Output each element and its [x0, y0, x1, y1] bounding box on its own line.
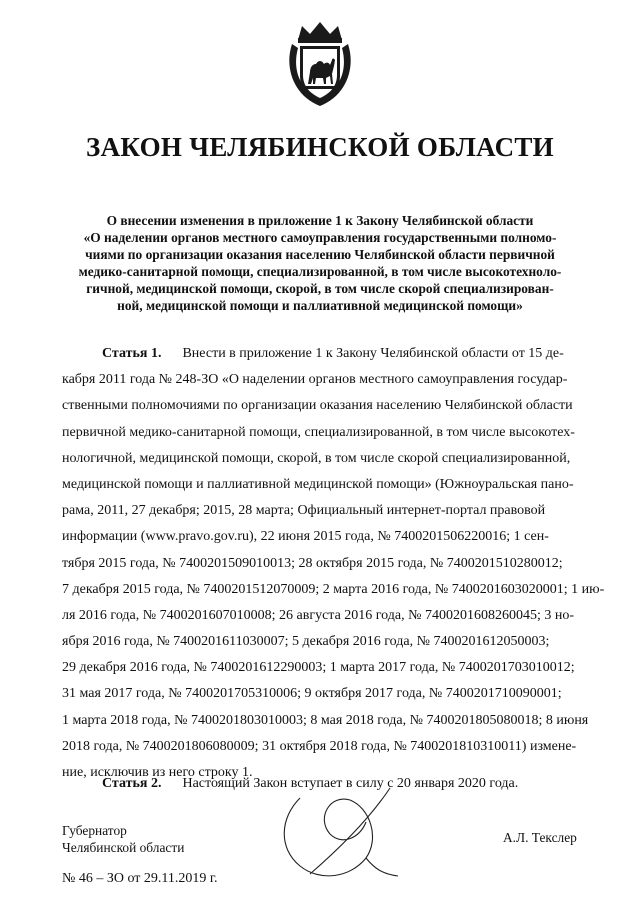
subtitle-line: гичной, медицинской помощи, скорой, в том числе скорой специализирован- — [86, 281, 554, 296]
article-2-label: Статья 2. — [102, 776, 162, 791]
subtitle-line: чиями по организации оказания населению Челябинской области первичной — [85, 247, 555, 262]
subtitle-line: «О наделении органов местного самоуправления государственными полномо- — [83, 230, 557, 245]
article-1-line: медицинской помощи и паллиативной медицинской помощи» (Южноуральская пано- — [62, 476, 574, 492]
article-1-first-line — [62, 341, 580, 367]
signatory-position-line: Губернатор — [62, 823, 127, 838]
subtitle-line: О внесении изменения в приложение 1 к Закону Челябинской области — [106, 213, 534, 228]
article-1-line: рама, 2011, 27 декабря; 2015, 28 марта; Официальный интернет-портал правовой — [62, 503, 546, 519]
law-number: № 46 – ЗО от 29.11.2019 г. — [62, 871, 218, 886]
subtitle-line: ной, медицинской помощи и паллиативной медицинской помощи» — [117, 298, 523, 313]
article-1-line: информации (www.pravo.gov.ru), 22 июня 2015 года, № 7400201506220016; 1 сен- — [62, 529, 549, 545]
article-1-label: Статья 1. — [102, 346, 162, 361]
article-1-line: ственными полномочиями по организации оказания населению Челябинской области — [62, 398, 573, 414]
coat-of-arms-icon — [286, 18, 354, 108]
article-1-line: нологичной, медицинской помощи, скорой, в том числе скорой специализированной, — [62, 450, 571, 466]
handwritten-signature-icon — [270, 778, 410, 888]
article-1-line: первичной медико-санитарной помощи, специализированной, в том числе высокотех- — [62, 424, 575, 440]
document-subtitle — [60, 212, 580, 314]
article-1-line: Внести в приложение 1 к Закону Челябинской области от 15 де- — [182, 346, 564, 361]
article-1 — [62, 341, 605, 786]
article-1-line: 7 декабря 2015 года, № 7400201512070009; 2 марта 2016 года, № 7400201603020001; 1 ию- — [62, 581, 605, 597]
article-1-line: тября 2015 года, № 7400201509010013; 28 октября 2015 года, № 7400201510280012; — [62, 555, 563, 571]
signatory-name: А.Л. Текслер — [503, 830, 577, 845]
article-1-line: кабря 2011 года № 248-ЗО «О наделении органов местного самоуправления государ- — [62, 372, 568, 388]
article-1-line: ля 2016 года, № 7400201607010008; 26 августа 2016 года, № 7400201608260045; 3 но- — [62, 607, 575, 623]
article-2-text: Настоящий Закон вступает в силу с 20 января 2020 года. — [182, 776, 519, 791]
signatory-position — [62, 822, 184, 856]
subtitle-line: медико-санитарной помощи, специализированной, в том числе высокотехноло- — [78, 264, 562, 279]
article-1-line: 2018 года, № 7400201806080009; 31 октября 2018 года, № 7400201810310011) измене- — [62, 738, 577, 754]
article-1-line: ября 2016 года, № 7400201611030007; 5 декабря 2016 года, № 7400201612050003; — [62, 634, 550, 650]
article-1-line: 31 мая 2017 года, № 7400201705310006; 9 октября 2017 года, № 7400201710090001; — [62, 686, 562, 702]
article-1-line: 1 марта 2018 года, № 7400201803010003; 8 мая 2018 года, № 7400201805080018; 8 июня — [62, 712, 589, 728]
signatory-position-line: Челябинской области — [62, 840, 185, 855]
article-1-line: ние, исключив из него строку 1. — [62, 765, 253, 780]
article-1-line: 29 декабря 2016 года, № 7400201612290003; 1 марта 2017 года, № 7400201703010012; — [62, 660, 575, 676]
document-title: ЗАКОН ЧЕЛЯБИНСКОЙ ОБЛАСТИ — [86, 132, 554, 162]
